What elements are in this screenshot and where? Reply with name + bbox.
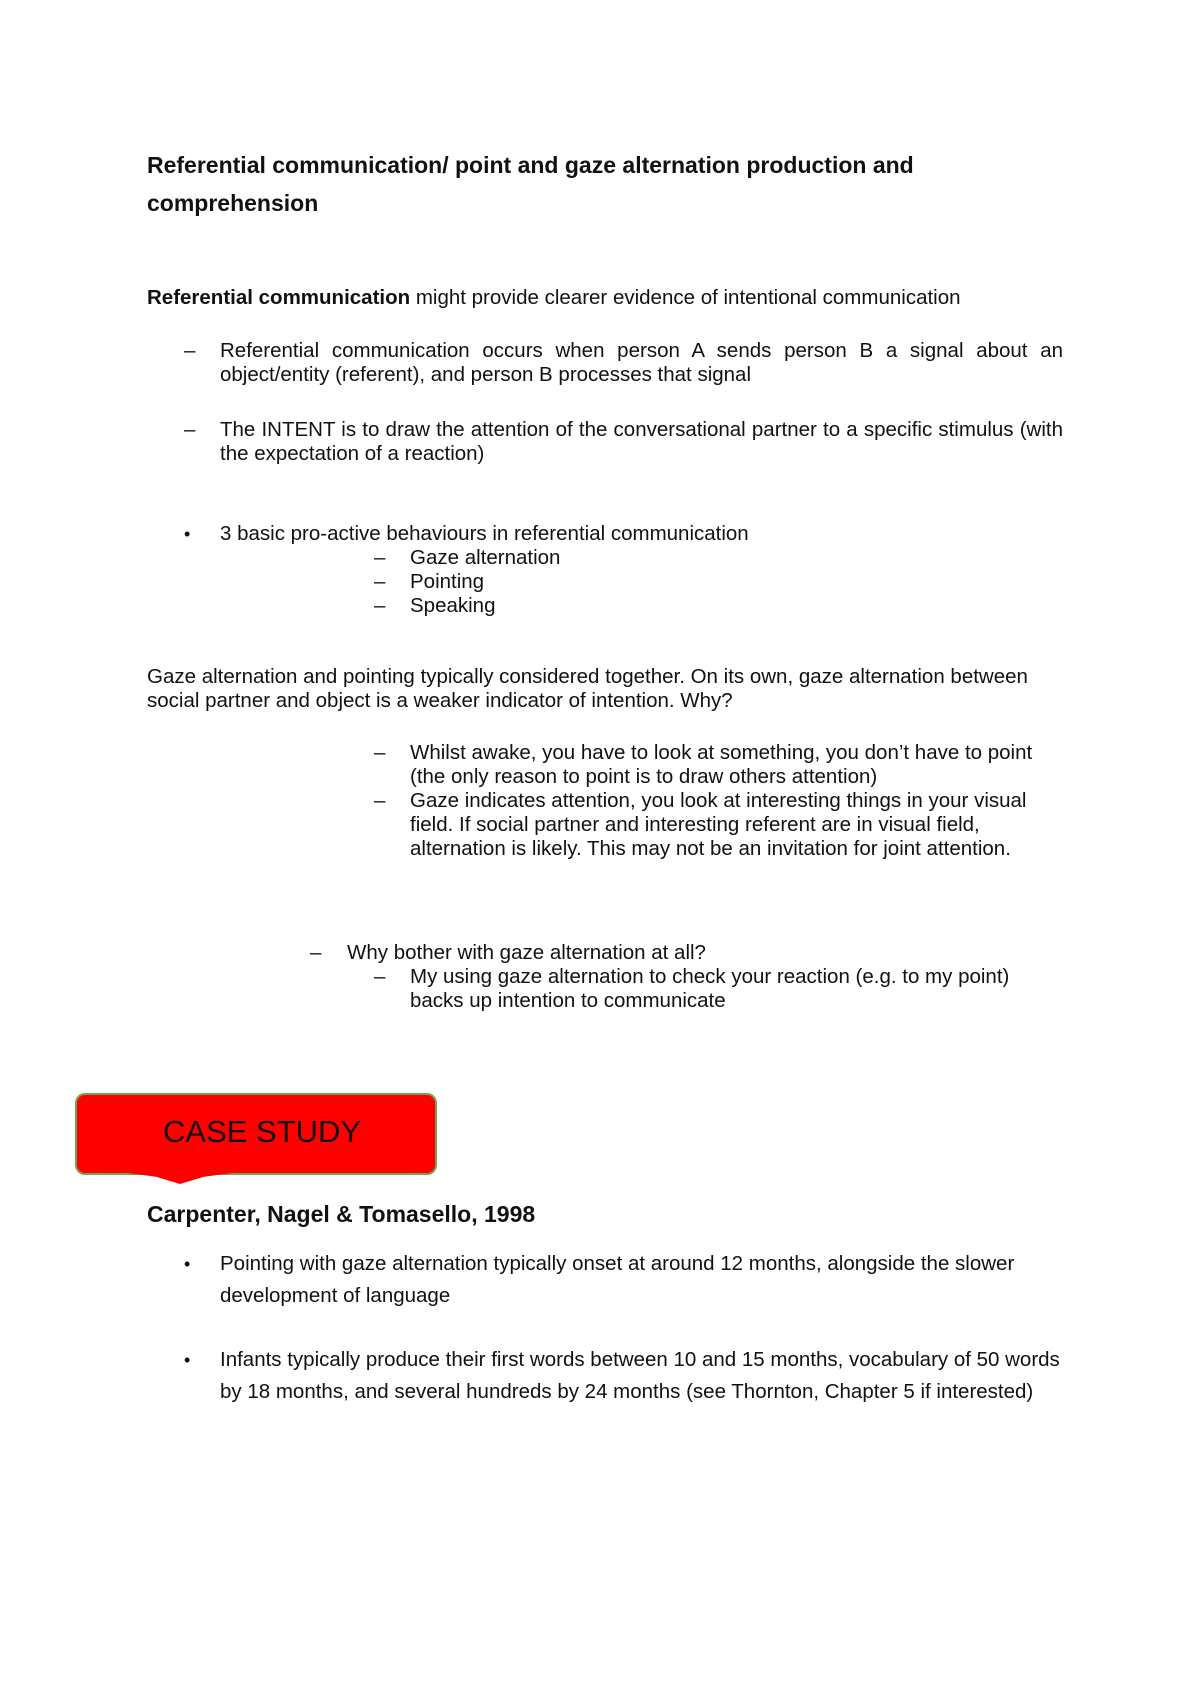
dash-marker: – [374, 546, 386, 569]
case-bullet-2: Infants typically produce their first words between 10 and 15 months, vocabulary of 50 words by 18 months, and several hundreds by 24 months (see Thornton, Chapter 5 if interested) [220, 1348, 1060, 1403]
dash-marker: – [184, 418, 196, 441]
behaviour-item-gaze: Gaze alternation [410, 546, 561, 569]
intro-rest: might provide clearer evidence of intentional communication [410, 286, 961, 309]
bullet-marker: • [184, 1254, 191, 1274]
dash-marker: – [310, 941, 322, 964]
reason-2: Gaze indicates attention, you look at interesting things in your visual field. If social partner and interesting referent are in visual field, alternation is likely. This may not be an invitation for joint attention. [410, 789, 1027, 860]
bullet-marker: • [184, 524, 191, 544]
dash-marker: – [374, 789, 386, 812]
case-study-label: CASE STUDY [163, 1114, 362, 1149]
behaviour-item-speaking: Speaking [410, 594, 496, 617]
dash-marker: – [374, 594, 386, 617]
case-study-badge-tail [120, 1172, 240, 1184]
intro-bold-term: Referential communication [147, 286, 411, 309]
dash-item-1: Referential communication occurs when person A sends person B a signal about an object/entity (referent), and person B processes that signal [220, 339, 1063, 386]
dash-item-2: The INTENT is to draw the attention of the conversational partner to a specific stimulus (with the expectation of a reaction) [220, 418, 1063, 465]
why-bother-answer: My using gaze alternation to check your reaction (e.g. to my point) backs up intention to communicate [410, 965, 1010, 1012]
bullet-marker: • [184, 1350, 191, 1370]
case-bullet-1: Pointing with gaze alternation typically onset at around 12 months, alongside the slower development of language [220, 1252, 1015, 1307]
document-title: Referential communication/ point and gaze alternation production and comprehension [147, 152, 914, 216]
reason-1: Whilst awake, you have to look at something, you don’t have to point (the only reason to point is to draw others attention) [410, 741, 1033, 788]
intro-paragraph [147, 286, 1047, 310]
citation-heading: Carpenter, Nagel & Tomasello, 1998 [147, 1201, 536, 1227]
gaze-paragraph: Gaze alternation and pointing typically considered together. On its own, gaze alternation between social partner and object is a weaker indicator of intention. Why? [147, 665, 1028, 712]
dash-marker: – [184, 339, 196, 362]
why-bother-question: Why bother with gaze alternation at all? [347, 941, 706, 964]
behaviour-item-pointing: Pointing [410, 570, 485, 593]
dash-marker: – [374, 741, 386, 764]
dash-marker: – [374, 570, 386, 593]
dash-marker: – [374, 965, 386, 988]
behaviours-lead: 3 basic pro-active behaviours in referential communication [220, 522, 749, 545]
